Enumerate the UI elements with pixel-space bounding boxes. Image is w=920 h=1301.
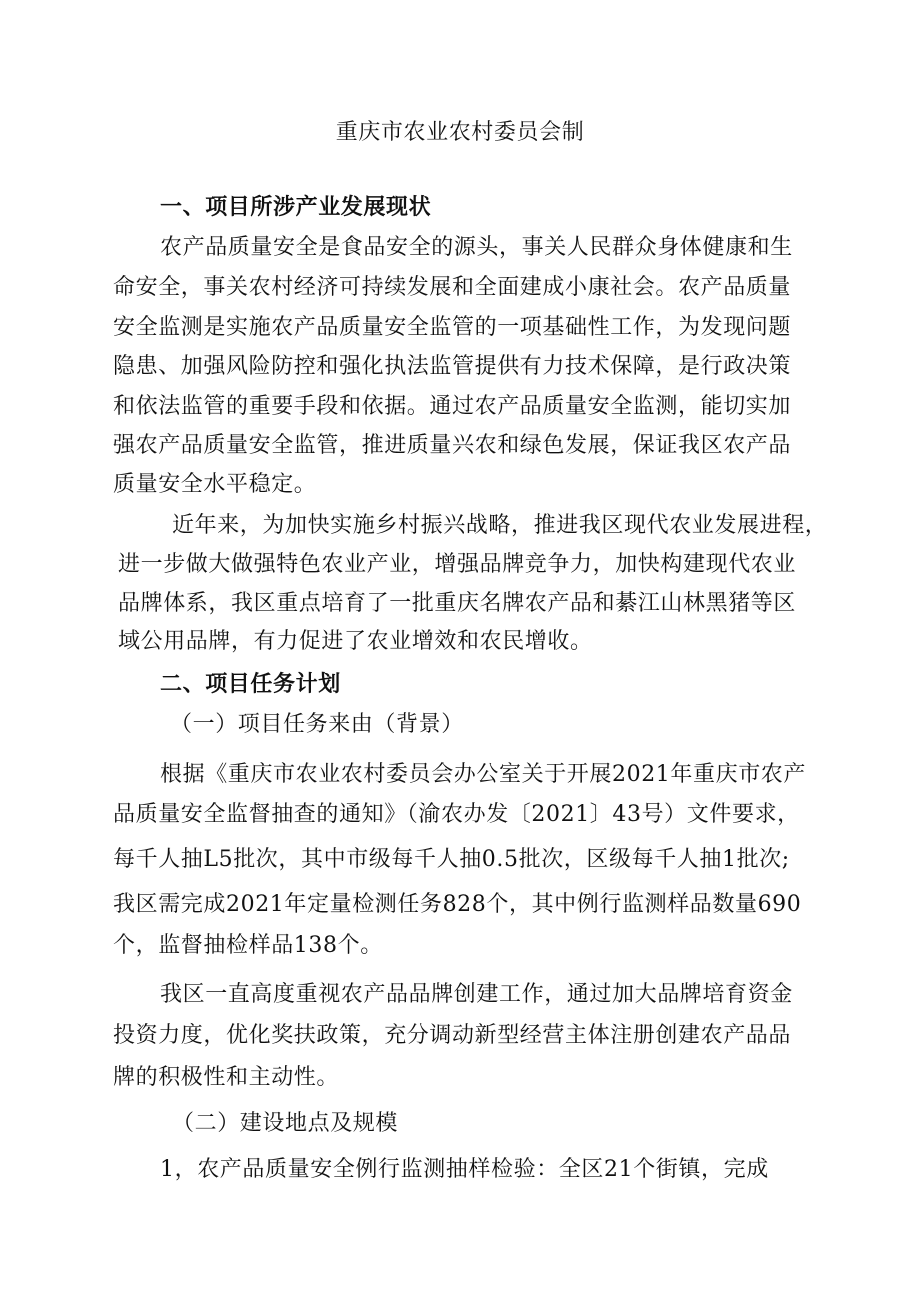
s1-p1-line-2: 命安全，事关农村经济可持续发展和全面建成小康社会。农产品质量 (113, 275, 792, 300)
subsection-1-heading: （一）项目任务来由（背景） (170, 712, 464, 737)
s2-p1-line-1: 根据《重庆市农业农村委员会办公室关于开展2021年重庆市农产 (160, 762, 806, 787)
s1-p2-line-4: 域公用品牌，有力促进了农业增效和农民增收。 (118, 629, 593, 654)
s1-p2-line-1: 近年来，为加快实施乡村振兴战略，推进我区现代农业发展进程， (172, 513, 828, 538)
s2-p2-line-2: 投资力度，优化奖扶政策，充分调动新型经营主体注册创建农产品品 (113, 1023, 792, 1048)
s1-p1-line-6: 强农产品质量安全监管，推进质量兴农和绿色发展，保证我区农产品 (113, 433, 792, 458)
s2-p2-line-1: 我区一直高度重视农产品品牌创建工作，通过加大品牌培育资金 (160, 982, 793, 1007)
section-1-heading: 一、项目所涉产业发展现状 (160, 195, 432, 220)
s1-p1-line-4: 隐患、加强风险防控和强化执法监管提供有力技术保障，是行政决策 (113, 354, 792, 379)
item-1-line: 1，农产品质量安全例行监测抽样检验：全区21个街镇，完成 (160, 1157, 769, 1182)
s1-p1-line-1: 农产品质量安全是食品安全的源头，事关人民群众身体健康和生 (160, 235, 793, 260)
subsection-2-heading: （二）建设地点及规模 (172, 1111, 399, 1136)
s2-p2-line-3: 牌的积极性和主动性。 (113, 1065, 340, 1090)
s2-p1-line-4: 我区需完成2021年定量检测任务828个，其中例行监测样品数量690 (113, 892, 802, 917)
section-2-heading: 二、项目任务计划 (160, 672, 341, 697)
s1-p1-line-7: 质量安全水平稳定。 (113, 472, 317, 497)
s1-p2-line-3: 品牌体系，我区重点培育了一批重庆名牌农产品和綦江山林黑猪等区 (118, 591, 797, 616)
s2-p1-line-3: 每千人抽L5批次，其中市级每千人抽0.5批次，区级每千人抽1批次; (113, 847, 790, 872)
s2-p1-line-2: 品质量安全监督抽查的通知》（渝农办发〔2021〕43号）文件要求， (113, 802, 800, 827)
issuer-line: 重庆市农业农村委员会制 (335, 120, 585, 145)
s1-p2-line-2: 进一步做大做强特色农业产业，增强品牌竞争力，加快构建现代农业 (118, 552, 797, 577)
s1-p1-line-5: 和依法监管的重要手段和依据。通过农产品质量安全监测，能切实加 (113, 394, 792, 419)
s1-p1-line-3: 安全监测是实施农产品质量安全监管的一项基础性工作，为发现问题 (113, 315, 792, 340)
s2-p1-line-5: 个，监督抽检样品138个。 (113, 933, 383, 958)
